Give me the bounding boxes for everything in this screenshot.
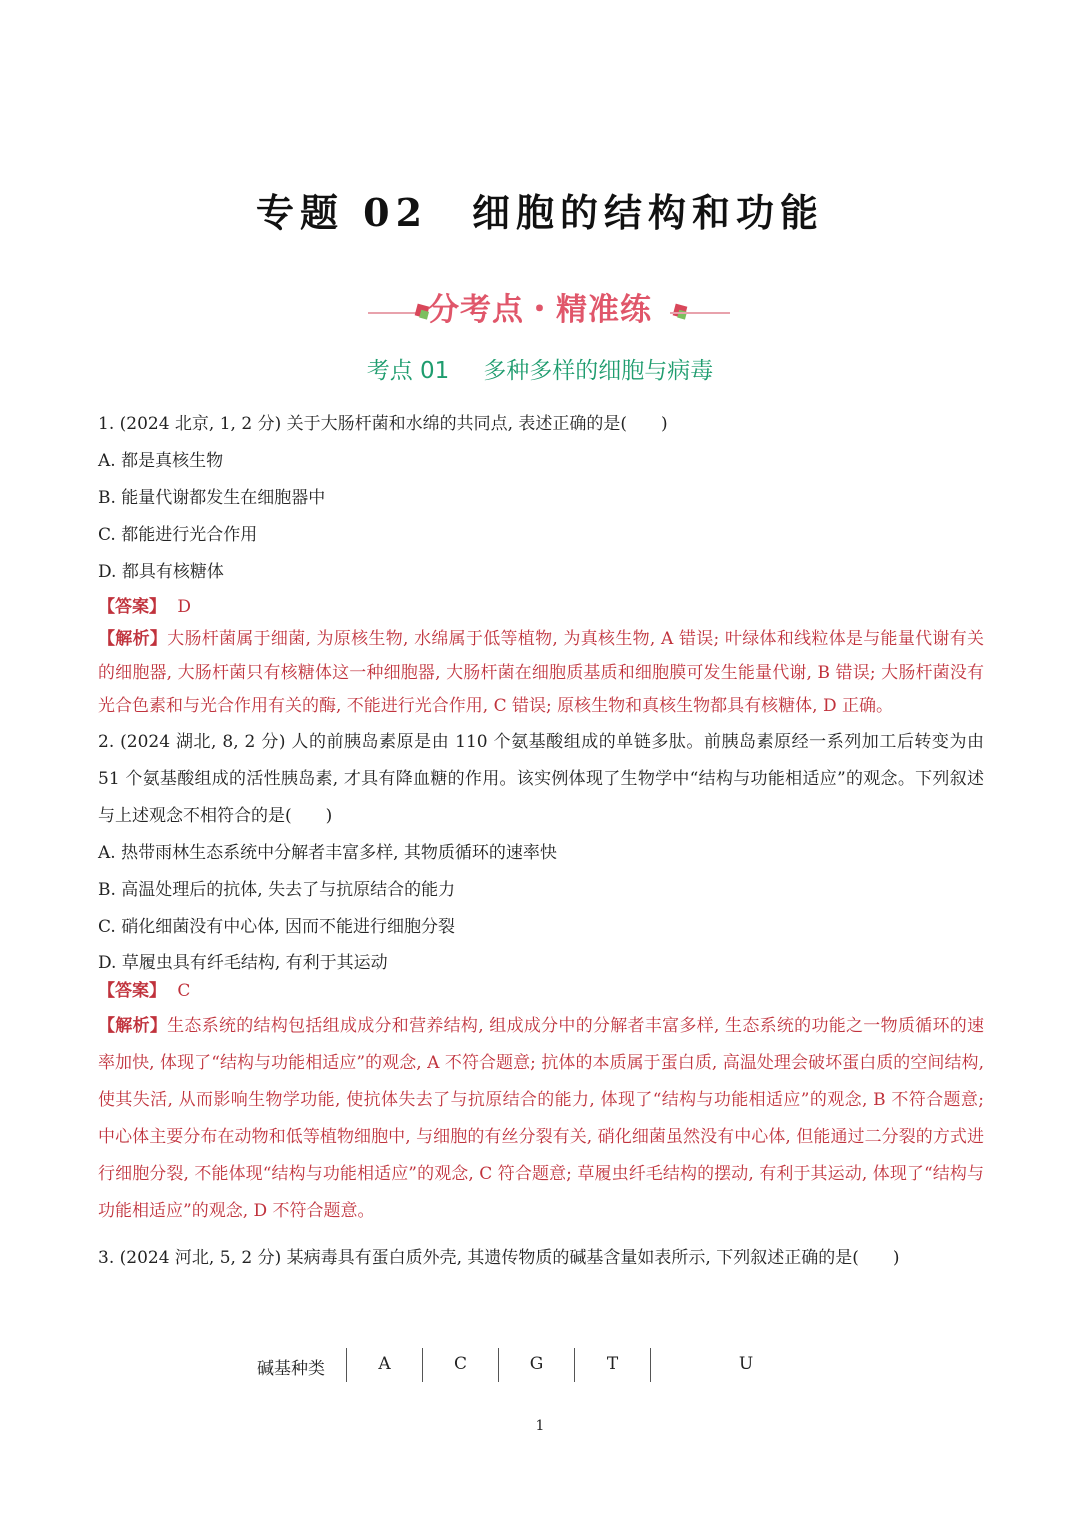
q2-option-c: C. 硝化细菌没有中心体, 因而不能进行细胞分裂 (98, 916, 456, 937)
q1-analysis-text: 大肠杆菌属于细菌, 为原核生物, 水绵属于低等植物, 为真核生物, A 错误; 叶绿体和线粒体是与能量代谢有关的细胞器, 大肠杆菌只有核糖体这一种细胞器, 大肠杆菌在细胞质基质和细胞膜可发生能量代谢, B 错误; 大肠杆菌没有光合色素和与光合作用有关的酶, 不能进行光合作用, C 错误; 原核生物和真核生物都具有核糖体, D 正确。 (98, 629, 984, 716)
base-content-table-header (0, 1348, 1080, 1384)
q1-analysis (98, 623, 984, 724)
q1-analysis-tag: 【解析】 (98, 629, 168, 649)
q2-option-a: A. 热带雨林生态系统中分解者丰富多样, 其物质循环的速率快 (98, 842, 557, 863)
kaodian-title: 多种多样的细胞与病毒 (483, 358, 714, 384)
q3-stem: 3. (2024 河北, 5, 2 分) 某病毒具有蛋白质外壳, 其遗传物质的碱基含量如表所示, 下列叙述正确的是( ) (98, 1247, 900, 1268)
table-header-g: G (529, 1354, 544, 1374)
q1-stem: 1. (2024 北京, 1, 2 分) 关于大肠杆菌和水绵的共同点, 表述正确的是( ) (98, 414, 668, 434)
table-header-u: U (738, 1354, 754, 1374)
q2-analysis-tag: 【解析】 (98, 1015, 168, 1036)
table-header-base-type: 碱基种类 (257, 1359, 325, 1379)
q2-stem: 2. (2024 湖北, 8, 2 分) 人的前胰岛素原是由 110 个氨基酸组成的单链多肽。前胰岛素原经一系列加工后转变为由 51 个氨基酸组成的活性胰岛素, 才具有降血糖的作用。该实例体现了生物学中“结构与功能相适应”的观念。下列叙述与上述观念不相符合的是( ) (98, 731, 984, 826)
banner-right-line (670, 312, 730, 314)
q2-option-d: D. 草履虫具有纤毛结构, 有利于其运动 (98, 952, 388, 973)
q1-option-b: B. 能量代谢都发生在细胞器中 (98, 488, 326, 508)
page-number: 1 (535, 1418, 545, 1434)
q1-answer (98, 591, 984, 623)
document-title: 专题 02 细胞的结构和功能 (255, 190, 825, 235)
kaodian-heading (0, 352, 1080, 385)
table-header-a: A (378, 1354, 391, 1374)
q1-option-c: C. 都能进行光合作用 (98, 525, 258, 545)
q2-answer (98, 980, 984, 1002)
q2-answer-tag: 【答案】 (98, 980, 166, 1001)
q2-option-b: B. 高温处理后的抗体, 失去了与抗原结合的能力 (98, 879, 456, 900)
kaodian-number: 考点 01 (366, 358, 450, 384)
q1-option-d: D. 都具有核糖体 (98, 562, 224, 582)
q2-analysis (98, 1008, 984, 1230)
table-header-t: T (606, 1354, 619, 1374)
q2-answer-value: C (177, 980, 191, 1001)
banner-label: 分考点・精准练 (428, 292, 652, 328)
q1-option-a: A. 都是真核生物 (98, 451, 224, 471)
q2-analysis-text: 生态系统的结构包括组成成分和营养结构, 组成成分中的分解者丰富多样, 生态系统的功能之一物质循环的速率加快, 体现了“结构与功能相适应”的观念, A 不符合题意; 抗体的本质属于蛋白质, 高温处理会破坏蛋白质的空间结构, 使其失活, 从而影响生物学功能, 使抗体失去了与抗原结合的能力, 体现了“结构与功能相适应”的观念, B 不符合题意; 中心体主要分布在动物和低等植物细胞中, 与细胞的有丝分裂有关, 硝化细菌虽然没有中心体, 但能通过二分裂的方式进行细胞分裂, 不能体现“结构与功能相适应”的观念, C 符合题意; 草履虫纤毛结构的摆动, 有利于其运动, 体现了“结构与功能相适应”的观念, D 不符合题意。 (98, 1015, 985, 1221)
table-header-c: C (453, 1354, 467, 1374)
question-content (98, 406, 984, 1277)
q1-answer-value: D (177, 597, 192, 617)
section-banner (0, 278, 1080, 328)
q1-answer-tag: 【答案】 (98, 597, 166, 617)
